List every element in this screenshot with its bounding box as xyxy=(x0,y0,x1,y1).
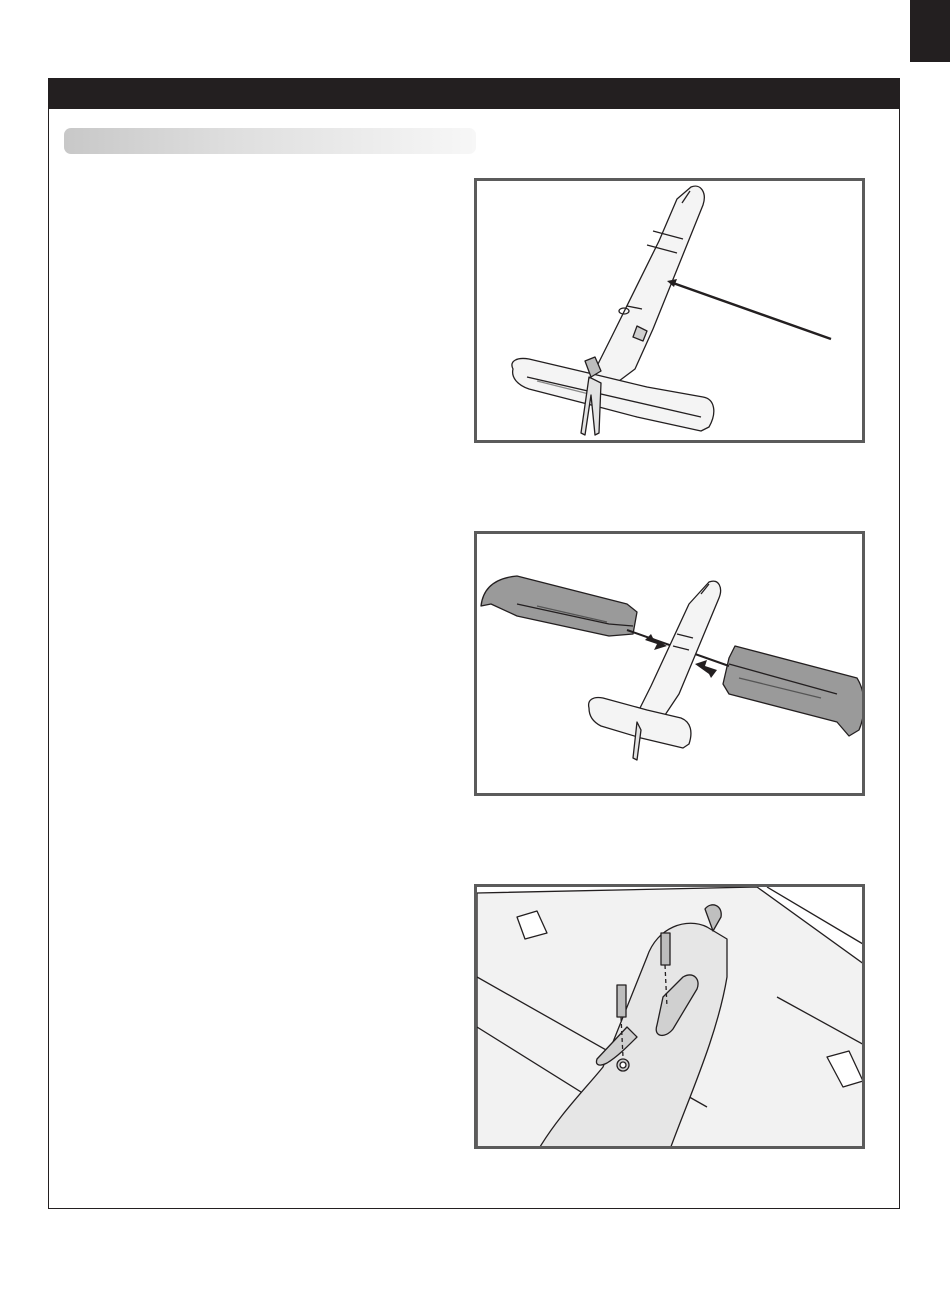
fuselage-outline xyxy=(635,581,721,726)
screw-installation-illustration xyxy=(477,887,865,1149)
figure-tube-insertion xyxy=(474,178,865,443)
left-wing-panel xyxy=(481,576,637,636)
subsection-heading-bar xyxy=(64,128,476,154)
section-header-bar xyxy=(49,79,899,109)
fuselage-outline xyxy=(595,186,704,381)
screw xyxy=(617,985,626,1017)
fuselage-tube-illustration xyxy=(477,181,865,443)
figure-wing-attachment xyxy=(474,531,865,796)
screw xyxy=(661,933,670,965)
wing-attachment-illustration xyxy=(477,534,865,796)
wing-tube xyxy=(673,283,831,339)
figure-screw-installation xyxy=(474,884,865,1149)
push-left-arrow-icon xyxy=(695,660,717,678)
corner-tab-marker xyxy=(910,0,950,62)
